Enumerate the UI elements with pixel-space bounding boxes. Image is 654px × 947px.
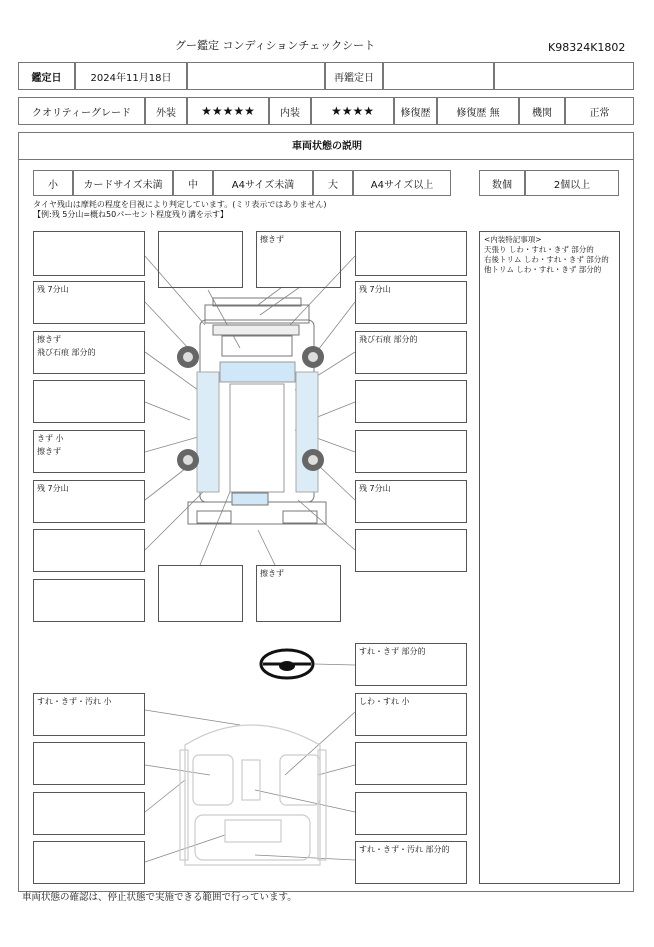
annotation-box [33,792,145,835]
steering-wheel-icon [261,650,313,678]
interior-stars: ★★★★ [311,97,394,125]
annotation-box: 擦きず 飛び石痕 部分的 [33,331,145,374]
annotation-box: しわ・すれ 小 [355,693,467,736]
connector-lines [145,256,355,862]
car-interior-outline [180,725,326,865]
legend-medium: 中 [173,170,213,196]
annotation-box: すれ・きず・汚れ 部分的 [355,841,467,884]
annotation-box [355,380,467,423]
annotation-box: きず 小 擦きず [33,430,145,473]
annotation-box [355,792,467,835]
engine-label: 機関 [519,97,565,125]
legend-large: 大 [313,170,353,196]
annotation-box [33,529,145,572]
repair-label: 修復歴 [394,97,437,125]
steering-annotation-box: すれ・きず 部分的 [355,643,467,686]
annotation-box [158,565,243,622]
tire-note: タイヤ残山は摩耗の程度を目視により判定しています。(ミリ表示ではありません) [33,200,327,209]
tire-tread-box: 残 7分山 [355,281,467,324]
annotation-box [33,231,145,276]
tire-example: 【例:残 5分山=概ね50パーセント程度残り溝を示す】 [33,210,229,219]
date-label: 鑑定日 [18,62,75,90]
engine-value: 正常 [565,97,634,125]
interior-note-line: 他トリム しわ・すれ・きず 部分的 [484,265,602,274]
section-title: 車両状態の説明 [292,141,362,152]
legend-small-desc: カードサイズ未満 [73,170,173,196]
car-exterior-outline [188,298,326,524]
annotation-box [33,841,145,884]
annotation-box [355,742,467,785]
annotation-box [355,430,467,473]
annotation-box [355,529,467,572]
interior-note-line: 天張り しわ・すれ・きず 部分的 [484,245,594,254]
annotation-box [33,380,145,423]
annotation-box [33,742,145,785]
legend-count: 数個 [479,170,525,196]
tire-tread-box: 残 7分山 [33,281,145,324]
interior-note-line: 右後トリム しわ・すれ・きず 部分的 [484,255,609,264]
interior-notes-title: <内装特記事項> [484,235,542,244]
tire-tread-box: 残 7分山 [355,480,467,523]
annotation-box [158,231,243,288]
annotation-box: 擦きず [256,565,341,622]
legend-count-desc: 2個以上 [525,170,619,196]
reappraisal-label: 再鑑定日 [325,62,383,90]
quality-label: クオリティーグレード [18,97,145,125]
exterior-label: 外装 [145,97,187,125]
annotation-box: 飛び石痕 部分的 [355,331,467,374]
tire-tread-box: 残 7分山 [33,480,145,523]
annotation-box [33,579,145,622]
repair-value: 修復歴 無 [437,97,519,125]
legend-small: 小 [33,170,73,196]
sheet-title: グー鑑定 コンディションチェックシート [175,39,376,52]
annotation-box [355,231,467,276]
interior-label: 内装 [269,97,311,125]
legend-large-desc: A4サイズ以上 [353,170,451,196]
annotation-box: 擦きず [256,231,341,288]
legend-medium-desc: A4サイズ未満 [213,170,313,196]
footer-note: 車両状態の確認は、停止状態で実施できる範囲で行っています。 [22,892,297,903]
exterior-stars: ★★★★★ [187,97,269,125]
annotation-box: すれ・きず・汚れ 小 [33,693,145,736]
date-value: 2024年11月18日 [75,62,187,90]
sheet-code: K98324K1802 [548,41,626,54]
